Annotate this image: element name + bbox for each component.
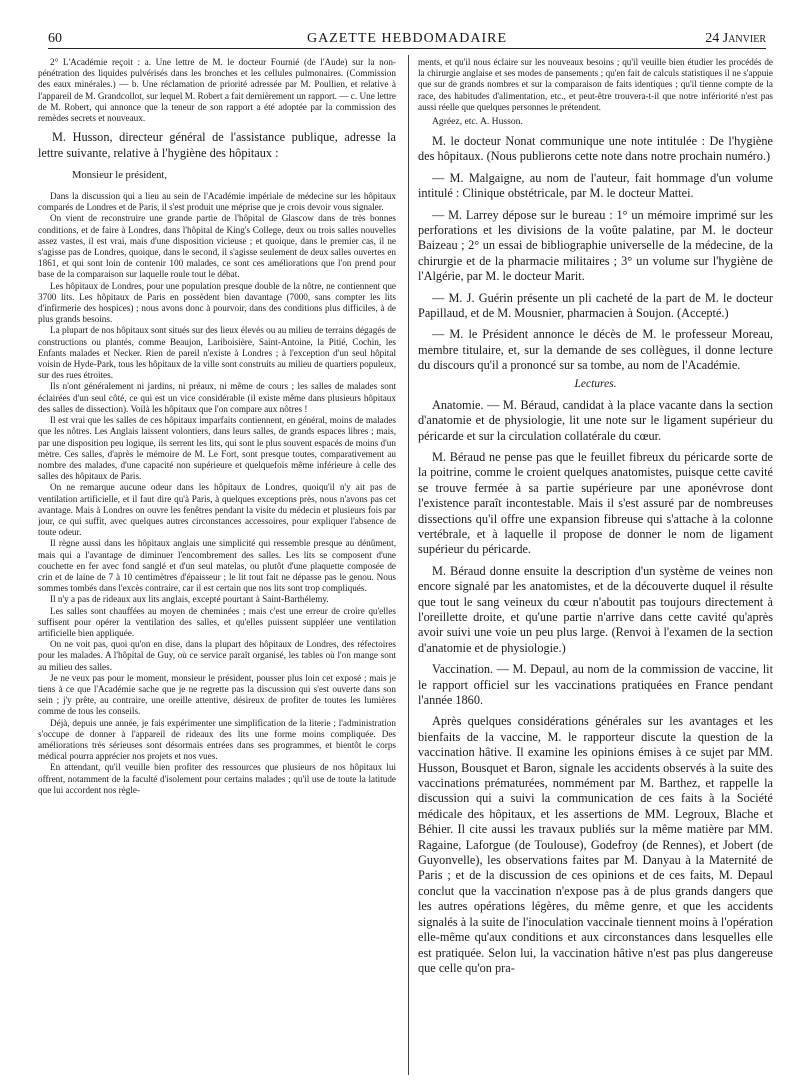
left-column bbox=[38, 57, 396, 1079]
paragraph: — M. Larrey dépose sur le bureau : 1° un mémoire imprimé sur les perforations et les divisions de la voûte palatine, par M. le docteur Baizeau ; 2° un essai de bibliographie universelle de la médecine, de la chirurgie et de la pharmacie militaires ; 3° un volume sur l'hygiène de l'Algérie, par M. le docteur Marit. bbox=[418, 207, 773, 284]
paragraph: M. le docteur Nonat communique une note intitulée : De l'hygiène des hôpitaux. (Nous publierons cette note dans notre prochain numéro.) bbox=[418, 134, 773, 164]
letter-paragraph: Il est vrai que les salles de ces hôpitaux imparfaits contiennent, en général, moins de malades que les nôtres. Les Anglais laissent volontiers, dans leurs salles, de grands espaces libres ; mais, par une disposition peu logique, ils serrent les lits, qui sont le plus souvent espacés de moins d'un mètre. Ces salles, d'après le mémoire de M. Le Fort, sont presque toutes, comparativement au nombre des malades, d'une capacité non supérieure et quelquefois même inférieure à celle des salles des hôpitaux de Paris. bbox=[38, 415, 396, 482]
letter-salutation: Monsieur le président, bbox=[72, 170, 168, 182]
letter-paragraph: Ils n'ont généralement ni jardins, ni préaux, ni même de cours ; les salles de malades sont éclairées d'un seul côté, ce qui est un vice considérable (il existe même dans plusieurs hôpitaux des salles de dissection). Voilà les hôpitaux que l'on compare aux nôtres ! bbox=[38, 381, 396, 414]
paragraph: — M. J. Guérin présente un pli cacheté de la part de M. le docteur Papillaud, et de M. Mousnier, pharmacien à Soujon. (Accepté.) bbox=[418, 290, 773, 321]
letter-paragraph: ments, et qu'il nous éclaire sur les nouveaux besoins ; qu'il veuille bien étudier les procédés de la chirurgie anglaise et ses modes de pansements ; qu'en fait de calculs statistiques il ne s'appuie que sur de grands nombres et sur la comparaison de faits identiques ; qu'il tienne compte de la race, des habitudes d'alimentation, etc., et peut-être trouvera-t-il que notre infériorité n'est pas aussi réelle que quelques personnes le prétendent. bbox=[418, 57, 773, 112]
section-heading: Lectures. bbox=[574, 377, 617, 390]
letter-paragraph: En attendant, qu'il veuille bien profiter des ressources que plusieurs de nos hôpitaux lui offrent, notamment de la faculté d'isolement pour certains malades ; qu'il use de toute la latitude que lui accordent nos règle- bbox=[38, 762, 396, 795]
letter-paragraph: La plupart de nos hôpitaux sont situés sur des lieux élevés ou au milieu de terrains dégagés de constructions ou plantés, comme Beaujon, Lariboisière, Saint-Antoine, la Pitié, Cochin, les Enfants malades et Necker. Rien de pareil n'existe à Londres ; à l'exception d'un seul hôpital voisin de Hyde-Park, tous les hôpitaux de la ville sont construits au milieu de quartiers populeux, sur des rues étroites. bbox=[38, 325, 396, 381]
letter-paragraph: On ne voit pas, quoi qu'on en dise, dans la plupart des hôpitaux de Londres, des réfectoires pour les malades. A l'hôpital de Guy, où ce service paraît organisé, les tables où l'on mange sont au milieu des salles. bbox=[38, 639, 396, 672]
paragraph: M. Béraud ne pense pas que le feuillet fibreux du péricarde sorte de la poitrine, comme le croient quelques anatomistes, puisque cette cavité se trouve fermée à sa partie supérieure par une aponévrose dont l'existence paraît incontestable. Mais il s'est assuré par de nombreuses dissections qu'il offre une expansion fibreuse qui s'attache à la colonne vertébrale, et à laquelle il propose de donner le nom de ligament supérieur du péricarde. bbox=[418, 449, 773, 557]
page-number: 60 bbox=[48, 31, 62, 46]
journal-title: GAZETTE HEBDOMADAIRE bbox=[306, 31, 508, 46]
letter-paragraph: Déjà, depuis une année, je fais expérimenter une simplification de la literie ; l'administration s'occupe de donner à l'appareil de rideaux des lits une forme moins compliquée. Des améliorations très sérieuses sont désormais entrées dans ses programmes, et bientôt le corps médical pourra apprécier nos projets et nos vues. bbox=[38, 717, 396, 762]
letter-signature: Agréez, etc. A. Husson. bbox=[432, 116, 523, 128]
right-column bbox=[418, 57, 773, 1079]
column-divider bbox=[408, 55, 409, 1075]
paragraph: — M. le Président annonce le décès de M. le professeur Moreau, membre titulaire, et, sur la demande de ses collègues, il donne lecture du discours qu'il a prononcé sur sa tombe, au nom de l'Académie. bbox=[418, 327, 773, 373]
letter-paragraph: Les hôpitaux de Londres, pour une population presque double de la nôtre, ne contiennent que 3700 lits. Les hôpitaux de Paris en possèdent bien davantage (7000, sans compter les lits d'infirmerie des hospices) ; nous avons donc à pourvoir, dans des conditions plus difficiles, à de plus grands besoins. bbox=[38, 280, 396, 325]
letter-paragraph: On vient de reconstruire une grande partie de l'hôpital de Glascow dans de très bonnes conditions, et de faire à Londres, dans l'hôpital de King's College, deux ou trois salles nouvelles assez vastes, il est vrai, mais d'une disposition vicieuse ; et quoique, dans le premier cas, il ne s'agisse pas de Londres, quoique, dans le second, il s'agisse seulement de deux salles ouvertes en 1861, et qui sont loin de contenir 100 malades, ce sont ces améliorations que l'on prend pour base de la comparaison sur laquelle roule tout le débat. bbox=[38, 213, 396, 280]
paragraph: Vaccination. — M. Depaul, au nom de la commission de vaccine, lit le rapport officiel sur les vaccinations pratiquées en France pendant l'année 1860. bbox=[418, 662, 773, 708]
paragraph: Après quelques considérations générales sur les avantages et les bienfaits de la vaccine, M. le rapporteur discute la question de la vaccination hâtive. Il examine les opinions émises à ce sujet par MM. Husson, Bousquet et Baron, signale les accidents observés à la suite des vaccinations prématurées, nommément par M. Barthez, et rappelle la discussion qui a suivi la communication de ces faits à la Société médicale des hôpitaux, et les assertions de MM. Legroux, Blache et Béhier. Il cite aussi les travaux publiés sur la même matière par MM. Ragaine, Laforgue (de Toulouse), Godefroy (de Rennes), et Jobert (de Guyonvelle), les observations faites par M. Danyau à la Maternité de Paris ; et de la discussion de ces opinions et de ces faits, M. Depaul conclut que la vaccination n'expose pas à de plus grands dangers que les autres opérations légères, du même genre, et que les accidents signalés à la suite de l'inoculation vaccinale tiennent moins à l'opération elle-même qu'aux conditions et aux circonstances dans lesquelles elle est pratiquée. Selon lui, la vaccination hâtive n'est pas plus dangereuse que celle qu'on pra- bbox=[418, 714, 773, 975]
letter-paragraph: Les salles sont chauffées au moyen de cheminées ; mais c'est une erreur de croire qu'elles suffisent pour opérer la ventilation des salles, et qu'elles puissent suppléer une ventilation artificielle bien appliquée. bbox=[38, 605, 396, 638]
paragraph: — M. Malgaigne, au nom de l'auteur, fait hommage d'un volume intitulé : Clinique obstétricale, par M. le docteur Mattei. bbox=[418, 170, 773, 201]
letter-paragraph: Dans la discussion qui a lieu au sein de l'Académie impériale de médecine sur les hôpitaux comparés de Londres et de Paris, il s'est produit une méprise que je crois devoir vous signaler. bbox=[38, 191, 396, 213]
page-header bbox=[48, 31, 766, 47]
letter-paragraph: Il n'y a pas de rideaux aux lits anglais, excepté pourtant à Saint-Barthélemy. bbox=[50, 594, 329, 605]
header-rule bbox=[48, 48, 766, 49]
letter-paragraph: On ne remarque aucune odeur dans les hôpitaux de Londres, quoiqu'il n'y ait pas de ventilation artificielle, et il faut dire qu'à Paris, à quelques exceptions près, nous n'avons pas cet avantage. Mais à Londres on ouvre les fenêtres pendant la visite du médecin et plusieurs fois par jour, ce qui suffit, avec quelques autres circonstances accessoires, pour expliquer l'absence de toute odeur. bbox=[38, 482, 396, 538]
paragraph: M. Husson, directeur général de l'assistance publique, adresse la lettre suivante, relative à l'hygiène des hôpitaux : bbox=[38, 130, 396, 160]
letter-paragraph: Je ne veux pas pour le moment, monsieur le président, pousser plus loin cet exposé ; mais je tiens à ce que l'Académie sache que je ne regrette pas la discussion qui s'est ouverte dans son sein ; j'y prête, au contraire, une oreille attentive, désireux de profiter de toutes les lumières comme de tous les conseils. bbox=[38, 672, 396, 717]
academy-notice: 2° L'Académie reçoit : a. Une lettre de M. le docteur Fournié (de l'Aude) sur la non-pénétration des liquides pulvérisés dans les bronches et les cellules pulmonaires. (Commission des eaux minérales.) — b. Une réclamation de priorité adressée par M. Poullien, et relative à l'appareil de M. Grandcollot, sur lequel M. Robert a fait dernièrement un rapport. — c. Une lettre de M. Robert, qui annonce que la teneur de son rapport a été adoptée par la commission des remèdes secrets et nouveaux. bbox=[38, 57, 396, 124]
letter-paragraph: Il règne aussi dans les hôpitaux anglais une simplicité qui ressemble presque au dénûment, mais qui a l'avantage de diminuer l'encombrement des salles. Les lits se composent d'une couchette en fer avec fond sanglé et d'un seul matelas, ou plutôt d'une plaquette composée de crin et de laine de 7 à 10 centimètres d'épaisseur ; le lit tout fait ne dépasse pas le genou. Nous sommes tombés dans l'excès contraire, car il est certain que nos lits sont trop compliqués. bbox=[38, 538, 396, 594]
issue-date: 24 Janvier bbox=[705, 31, 766, 46]
paragraph: Anatomie. — M. Béraud, candidat à la place vacante dans la section d'anatomie et de physiologie, lit une note sur le ligament supérieur du péricarde et sur la circulation collatérale du cœur. bbox=[418, 397, 773, 443]
paragraph: M. Béraud donne ensuite la description d'un système de veines non encore signalé par les anatomistes, et de la découverte duquel il résulte que tout le sang veineux du cœur n'aboutit pas toujours directement à l'oreillette droite, et qu'une partie n'arrive dans cette cavité qu'après avoir suivi une voie un peu plus large. (Renvoi à l'examen de la section d'anatomie et de physiologie.) bbox=[418, 563, 773, 655]
